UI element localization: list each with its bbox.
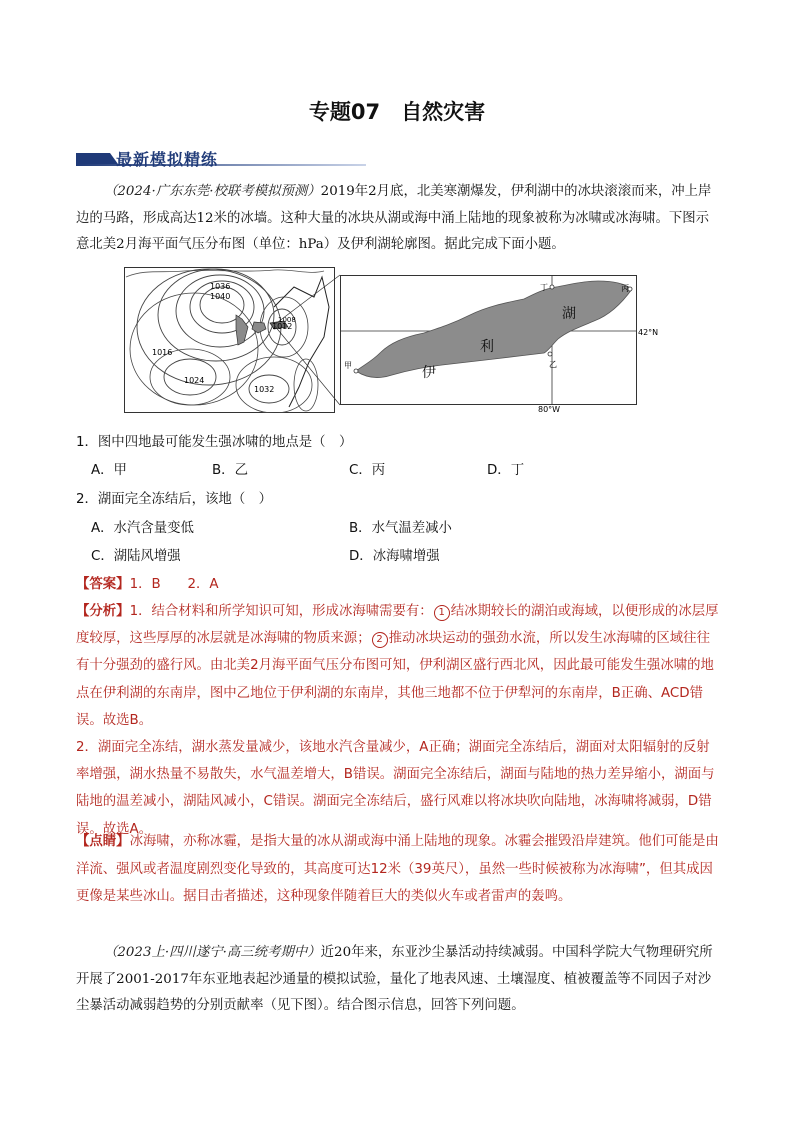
place-label-yi: 乙 bbox=[549, 360, 557, 369]
analysis-label: 【分析】 bbox=[76, 604, 130, 619]
answer-text: 1．B 2．A bbox=[129, 577, 219, 592]
tip-text: 冰海啸，亦称冰霾，是指大量的冰从湖或海中涌上陆地的现象。冰霾会摧毁沿岸建筑。他们可能是由洋流、强风或者温度剧烈变化导致的，其高度可达12米（39英尺），虽然一些时候被称为冰海啸”，但其成因更像是某些冰山。据目击者描述，这种现象伴随着巨大的类似火车或者雷声的轰鸣。 bbox=[76, 834, 719, 904]
figure-svg bbox=[124, 267, 670, 413]
analysis-text: 1．结合材料和所学知识可知，形成冰海啸需要有： bbox=[129, 604, 433, 619]
answer-label: 【答案】 bbox=[76, 577, 130, 592]
lake-label: 利 bbox=[480, 339, 494, 355]
tip-label: 【点睛】 bbox=[76, 834, 130, 849]
q2-option-a: A．水汽含量变低 bbox=[91, 521, 194, 536]
intro-source: （2024·广东东莞·校联考模拟预测） bbox=[104, 184, 321, 199]
q2-option-d: D．冰海啸增强 bbox=[349, 549, 440, 564]
intro-paragraph bbox=[76, 179, 718, 259]
next-source: （2023上·四川遂宁·高三统考期中） bbox=[104, 945, 321, 960]
next-text: 近20年来，东亚沙尘暴活动持续减弱。中国科学院大气物理研究所开展了2001-2017年东亚地表起沙通量的模拟试验，量化了地表风速、土壤湿度、植被覆盖等不同因子对沙尘暴活动减弱趋势的分别贡献率（见下图）。结合图示信息，回答下列问题。 bbox=[76, 945, 713, 1013]
lake-label: 湖 bbox=[562, 306, 576, 322]
isobar-label: 1008 bbox=[278, 316, 296, 324]
section-label: 最新模拟精练 bbox=[116, 150, 219, 169]
analysis-text: 推动冰块运动的强劲水流，所以发生冰海啸的区域往往有十分强劲的盛行风。由北美2月海平面气压分布图可知，伊利湖区盛行西北风，因此最可能发生强冰啸的地点在伊利湖的东南岸，图中乙地位于伊利湖的东南岸，其他三地都不位于伊犁河的东南岸，B正确、ACD错误。故选B。 bbox=[76, 631, 714, 728]
q2-option-b: B．水气温差减小 bbox=[349, 521, 452, 536]
analysis-text: 结冰期较长的湖泊或海域，以便形成的冰层厚度较厚，这些厚厚的冰层就是冰海啸的物质来源； bbox=[76, 604, 719, 647]
analysis-paragraph-2: 2．湖面完全冻结，湖水蒸发量减少，该地水汽含量减少，A正确；湖面完全冻结后，湖面对太阳辐射的反射率增强，湖水热量不易散失，水气温差增大，B错误。湖面完全冻结后，湖面与陆地的热力差异缩小，湖面与陆地的温差减小，湖陆风减小，C错误。湖面完全冻结后，盛行风难以将冰块吹向陆地，冰海啸将减弱，D错误。故选A。 bbox=[76, 740, 715, 837]
latitude-label: 42°N bbox=[638, 328, 659, 337]
intro-text: 2019年2月底，北美寒潮爆发，伊利湖中的冰块滚滚而来，冲上岸边的马路，形成高达12米的冰墙。这种大量的冰块从湖或海中涌上陆地的现象被称为冰啸或冰海啸。下图示意北美2月海平面气压分布图（单位：hPa）及伊利湖轮廓图。据此完成下面小题。 bbox=[76, 184, 712, 252]
isobar-label: 1036 bbox=[210, 282, 231, 291]
analysis-paragraph-1 bbox=[76, 598, 722, 734]
place-marker bbox=[548, 352, 552, 356]
next-question-intro bbox=[76, 940, 718, 1020]
q1-option-a: A．甲 bbox=[91, 463, 127, 478]
tip-block bbox=[76, 828, 722, 911]
isobar-label: 1040 bbox=[210, 292, 231, 301]
lake-erie-map bbox=[340, 275, 658, 413]
place-marker bbox=[354, 369, 358, 373]
place-marker bbox=[550, 285, 554, 289]
pressure-map bbox=[125, 268, 341, 414]
isobar-label: 1012 bbox=[272, 322, 293, 331]
q1-option-b: B．乙 bbox=[212, 463, 248, 478]
section-banner bbox=[76, 147, 346, 169]
isobar-label: 1024 bbox=[184, 376, 205, 385]
circled-number: 2 bbox=[372, 632, 388, 648]
q2-option-c: C．湖陆风增强 bbox=[91, 549, 181, 564]
isobar-label: 1016 bbox=[152, 348, 173, 357]
answer-line bbox=[76, 571, 722, 598]
place-label-ding: 丁 bbox=[540, 283, 548, 292]
place-label-jia: 甲 bbox=[344, 361, 352, 370]
page-title: 专题07 自然灾害 bbox=[308, 100, 486, 124]
longitude-label: 80°W bbox=[538, 405, 561, 413]
figure bbox=[124, 267, 670, 413]
circled-number: 1 bbox=[434, 605, 450, 621]
question-2: 2．湖面完全冻结后，该地（ ） bbox=[76, 492, 272, 507]
place-label-bing: 丙 bbox=[621, 284, 629, 293]
q1-option-d: D．丁 bbox=[487, 463, 525, 478]
analysis-block bbox=[76, 598, 722, 843]
question-1: 1．图中四地最可能发生强冰啸的地点是（ ） bbox=[76, 435, 353, 450]
lake-label: 伊 bbox=[422, 365, 436, 381]
banner-bar-icon bbox=[76, 153, 110, 164]
q1-option-c: C．丙 bbox=[349, 463, 386, 478]
isobar-label: 1032 bbox=[254, 385, 275, 394]
